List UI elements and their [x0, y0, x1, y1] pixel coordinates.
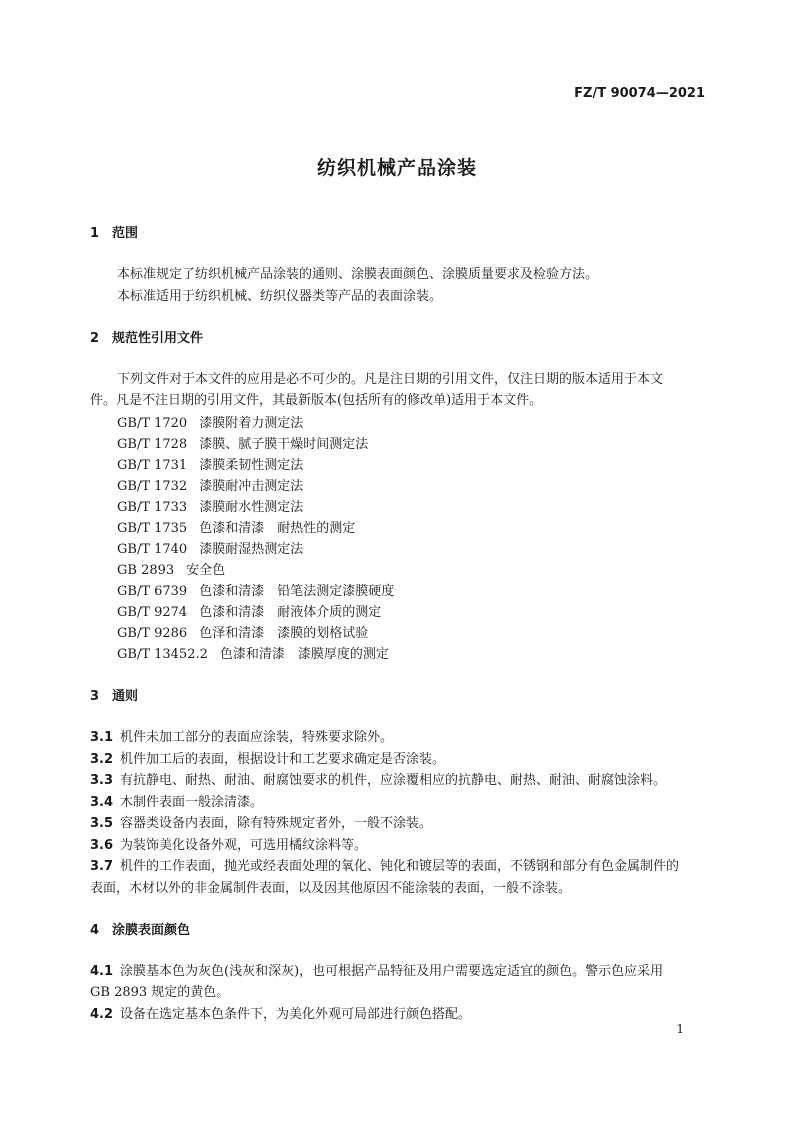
clause-text: 涂膜基本色为灰色(浅灰和深灰)，也可根据产品特征及用户需要选定适宜的颜色。警示色应采用 — [120, 964, 664, 979]
clause — [90, 726, 393, 745]
section-title: 范围 — [112, 226, 139, 241]
section-2-intro-line: 下列文件对于本文件的应用是必不可少的。凡是注日期的引用文件，仅注日期的版本适用于本文 — [117, 372, 664, 387]
clause — [90, 834, 367, 853]
clause-number: 4.1 — [90, 964, 114, 979]
section-2-heading — [90, 327, 203, 346]
reference-title: 漆膜附着力测定法 — [199, 416, 304, 431]
reference-item — [117, 475, 303, 494]
clause-text: 机件未加工部分的表面应涂装，特殊要求除外。 — [120, 730, 394, 745]
reference-code: GB/T 1732 — [117, 479, 188, 494]
clause-continuation: 表面，木材以外的非金属制件表面，以及因其他原因不能涂装的表面，一般不涂装。 — [90, 881, 572, 896]
reference-code: GB/T 1731 — [117, 458, 188, 473]
clause — [90, 791, 263, 810]
reference-code: GB/T 1733 — [117, 500, 188, 515]
reference-title: 色泽和清漆 漆膜的划格试验 — [199, 626, 369, 641]
clause-text: 木制件表面一般涂清漆。 — [120, 795, 264, 810]
reference-code: GB/T 1720 — [117, 416, 188, 431]
reference-item — [117, 643, 389, 662]
section-1-paragraph: 本标准适用于纺织机械、纺织仪器类等产品的表面涂装。 — [117, 289, 443, 304]
clause — [90, 812, 432, 831]
reference-title: 色漆和清漆 铅笔法测定漆膜硬度 — [199, 584, 395, 599]
reference-code: GB 2893 — [117, 563, 175, 578]
section-title: 通则 — [112, 689, 139, 704]
section-3-heading — [90, 685, 138, 704]
reference-item — [117, 517, 355, 536]
standard-code: FZ/T 90074—2021 — [574, 86, 705, 101]
page-number: 1 — [676, 1022, 684, 1036]
reference-item — [117, 412, 303, 431]
clause-number: 3.7 — [90, 859, 114, 874]
reference-item — [117, 601, 381, 620]
section-number: 2 — [90, 331, 100, 346]
section-1-heading — [90, 222, 138, 241]
reference-item — [117, 580, 394, 599]
clause-number: 4.2 — [90, 1007, 114, 1022]
clause — [90, 748, 445, 767]
clause-number: 3.4 — [90, 795, 114, 810]
reference-item — [117, 622, 368, 641]
reference-title: 漆膜耐湿热测定法 — [199, 542, 304, 557]
reference-item — [117, 454, 303, 473]
clause-text: 机件加工后的表面，根据设计和工艺要求确定是否涂装。 — [120, 752, 446, 767]
reference-item — [117, 559, 225, 578]
section-number: 4 — [90, 923, 100, 938]
section-title: 规范性引用文件 — [112, 331, 204, 346]
reference-title: 漆膜、腻子膜干燥时间测定法 — [199, 437, 369, 452]
reference-title: 漆膜耐冲击测定法 — [199, 479, 304, 494]
reference-code: GB/T 13452.2 — [117, 647, 208, 662]
reference-code: GB/T 1740 — [117, 542, 188, 557]
clause-text: 机件的工作表面，抛光或经表面处理的氧化、钝化和镀层等的表面，不锈钢和部分有色金属制件的 — [120, 859, 680, 874]
clause-text: 设备在选定基本色条件下，为美化外观可局部进行颜色搭配。 — [120, 1007, 472, 1022]
clause-text: 容器类设备内表面，除有特殊规定者外，一般不涂装。 — [120, 816, 433, 831]
clause-text: 为装饰美化设备外观，可选用橘纹涂料等。 — [120, 838, 368, 853]
section-1-paragraph: 本标准规定了纺织机械产品涂装的通则、涂膜表面颜色、涂膜质量要求及检验方法。 — [117, 267, 599, 282]
reference-code: GB/T 9286 — [117, 626, 188, 641]
clause — [90, 855, 679, 874]
clause-number: 3.3 — [90, 773, 114, 788]
reference-code: GB/T 9274 — [117, 605, 188, 620]
reference-title: 漆膜柔韧性测定法 — [199, 458, 304, 473]
reference-title: 色漆和清漆 耐热性的测定 — [199, 521, 356, 536]
reference-title: 安全色 — [186, 563, 226, 578]
clause-number: 3.2 — [90, 752, 114, 767]
clause-number: 3.6 — [90, 838, 114, 853]
reference-code: GB/T 6739 — [117, 584, 188, 599]
clause-continuation: GB 2893 规定的黄色。 — [90, 985, 230, 1000]
clause — [90, 1003, 471, 1022]
clause-number: 3.1 — [90, 730, 114, 745]
reference-item — [117, 496, 303, 515]
clause — [90, 960, 663, 979]
clause-text: 有抗静电、耐热、耐油、耐腐蚀要求的机件，应涂覆相应的抗静电、耐热、耐油、耐腐蚀涂料。 — [120, 773, 667, 788]
reference-title: 色漆和清漆 耐液体介质的测定 — [199, 605, 382, 620]
clause — [90, 769, 666, 788]
reference-item — [117, 433, 368, 452]
section-4-heading — [90, 919, 190, 938]
document-title: 纺织机械产品涂装 — [316, 157, 477, 179]
section-title: 涂膜表面颜色 — [112, 923, 191, 938]
section-number: 1 — [90, 226, 100, 241]
section-number: 3 — [90, 689, 100, 704]
reference-title: 色漆和清漆 漆膜厚度的测定 — [219, 647, 389, 662]
reference-code: GB/T 1735 — [117, 521, 188, 536]
reference-code: GB/T 1728 — [117, 437, 188, 452]
clause-number: 3.5 — [90, 816, 114, 831]
reference-title: 漆膜耐水性测定法 — [199, 500, 304, 515]
reference-item — [117, 538, 303, 557]
section-2-intro-line: 件。凡是不注日期的引用文件，其最新版本(包括所有的修改单)适用于本文件。 — [90, 393, 543, 408]
